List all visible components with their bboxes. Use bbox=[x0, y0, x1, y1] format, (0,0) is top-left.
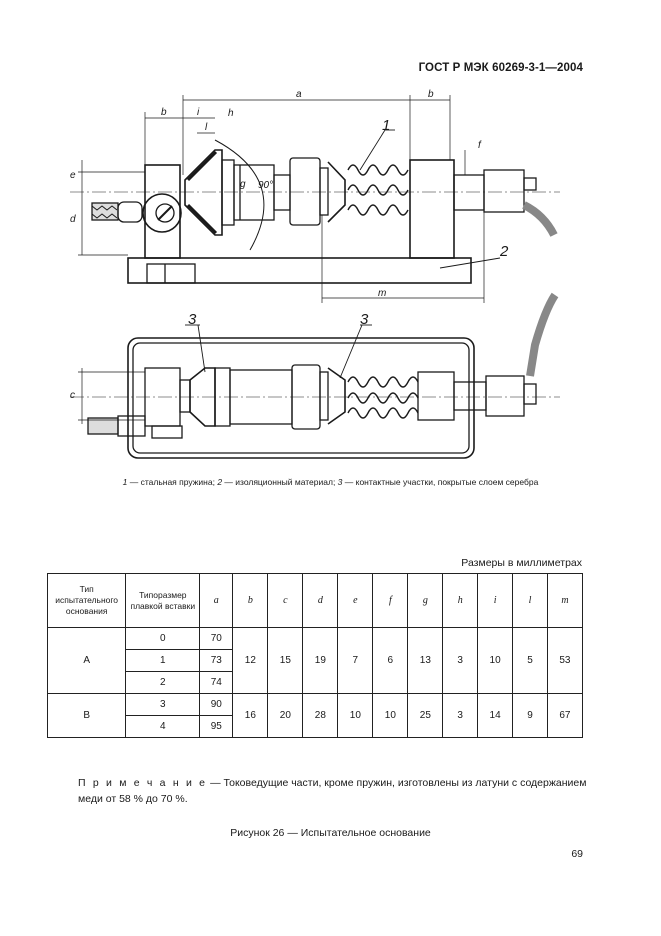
size-cell: 1 bbox=[126, 650, 200, 672]
callout-1: 1 bbox=[382, 117, 391, 134]
document-header: ГОСТ Р МЭК 60269-3-1—2004 bbox=[418, 62, 583, 74]
right-post bbox=[410, 160, 454, 258]
header-cell: c bbox=[268, 574, 303, 628]
value-b-cell: 16 bbox=[233, 694, 268, 738]
units-note: Размеры в миллиметрах bbox=[461, 557, 582, 569]
header-cell: b bbox=[233, 574, 268, 628]
dim-label-e: e bbox=[70, 170, 76, 181]
note-paragraph bbox=[78, 775, 588, 807]
page-number: 69 bbox=[571, 848, 583, 860]
legend-text-3: — контактные участки, покрытые слоем серебра bbox=[342, 477, 539, 487]
dimensions-table bbox=[47, 573, 583, 738]
header-cell: h bbox=[443, 574, 478, 628]
base-foot bbox=[147, 264, 195, 283]
value-h-cell: 3 bbox=[443, 694, 478, 738]
size-cell: 0 bbox=[126, 628, 200, 650]
dim-label-a: a bbox=[296, 89, 302, 100]
header-cell: g bbox=[408, 574, 443, 628]
callout-2: 2 bbox=[500, 243, 509, 260]
angle-label: 90° bbox=[258, 180, 274, 191]
terminal-screw bbox=[143, 194, 181, 232]
value-m-cell: 53 bbox=[547, 628, 582, 694]
value-e-cell: 7 bbox=[338, 628, 373, 694]
legend-num-1: 1 bbox=[122, 477, 128, 487]
dim-label-d: d bbox=[70, 214, 76, 225]
size-cell: 2 bbox=[126, 672, 200, 694]
callout-3-right: 3 bbox=[360, 311, 369, 328]
value-d-cell: 28 bbox=[303, 694, 338, 738]
table-header-row bbox=[48, 574, 583, 628]
base-plate bbox=[128, 258, 471, 283]
dim-label-i: i bbox=[197, 107, 200, 118]
table-row bbox=[48, 694, 583, 716]
note-text: — Токоведущие части, кроме пружин, изготовлены из латуни с содержанием меди от 58 % до 70 %. bbox=[78, 777, 587, 805]
value-i-cell: 10 bbox=[478, 628, 513, 694]
type-cell: A bbox=[48, 628, 126, 694]
table-row bbox=[48, 628, 583, 650]
header-cell: a bbox=[200, 574, 233, 628]
header-cell: l bbox=[513, 574, 548, 628]
value-m-cell: 67 bbox=[547, 694, 582, 738]
value-g-cell: 25 bbox=[408, 694, 443, 738]
dim-label-f: f bbox=[478, 140, 481, 151]
header-cell: d bbox=[303, 574, 338, 628]
dim-label-m: m bbox=[378, 288, 387, 299]
value-h-cell: 3 bbox=[443, 628, 478, 694]
legend-num-3: 3 bbox=[337, 477, 343, 487]
figure-legend bbox=[0, 477, 661, 487]
legend-text-1: — стальная пружина; bbox=[127, 477, 218, 487]
value-g-cell: 13 bbox=[408, 628, 443, 694]
dim-label-g: g bbox=[240, 179, 246, 190]
value-l-cell: 5 bbox=[513, 628, 548, 694]
left-bracket bbox=[145, 165, 180, 258]
figure-caption: Рисунок 26 — Испытательное основание bbox=[230, 827, 431, 839]
header-cell: Типоразмер плавкой вставки bbox=[126, 574, 200, 628]
value-a-cell: 95 bbox=[200, 716, 233, 738]
value-f-cell: 6 bbox=[373, 628, 408, 694]
legend-num-2: 2 bbox=[217, 477, 223, 487]
value-l-cell: 9 bbox=[513, 694, 548, 738]
value-c-cell: 20 bbox=[268, 694, 303, 738]
header-cell: Тип испытательного основания bbox=[48, 574, 126, 628]
size-cell: 4 bbox=[126, 716, 200, 738]
value-a-cell: 74 bbox=[200, 672, 233, 694]
value-a-cell: 90 bbox=[200, 694, 233, 716]
value-e-cell: 10 bbox=[338, 694, 373, 738]
value-f-cell: 10 bbox=[373, 694, 408, 738]
value-a-cell: 70 bbox=[200, 628, 233, 650]
dim-label-c: c bbox=[70, 390, 75, 401]
header-cell: e bbox=[338, 574, 373, 628]
dim-label-h: h bbox=[228, 108, 234, 119]
value-b-cell: 12 bbox=[233, 628, 268, 694]
dim-label-b: b bbox=[428, 89, 434, 100]
header-cell: m bbox=[547, 574, 582, 628]
dim-label-b2: b bbox=[161, 107, 167, 118]
value-d-cell: 19 bbox=[303, 628, 338, 694]
value-c-cell: 15 bbox=[268, 628, 303, 694]
header-cell: f bbox=[373, 574, 408, 628]
dim-label-l: l bbox=[205, 122, 208, 133]
header-cell: i bbox=[478, 574, 513, 628]
type-cell: B bbox=[48, 694, 126, 738]
value-i-cell: 14 bbox=[478, 694, 513, 738]
value-a-cell: 73 bbox=[200, 650, 233, 672]
callout-3-left: 3 bbox=[188, 311, 197, 328]
note-label: П р и м е ч а н и е bbox=[78, 777, 208, 789]
size-cell: 3 bbox=[126, 694, 200, 716]
legend-text-2: — изоляционный материал; bbox=[222, 477, 338, 487]
